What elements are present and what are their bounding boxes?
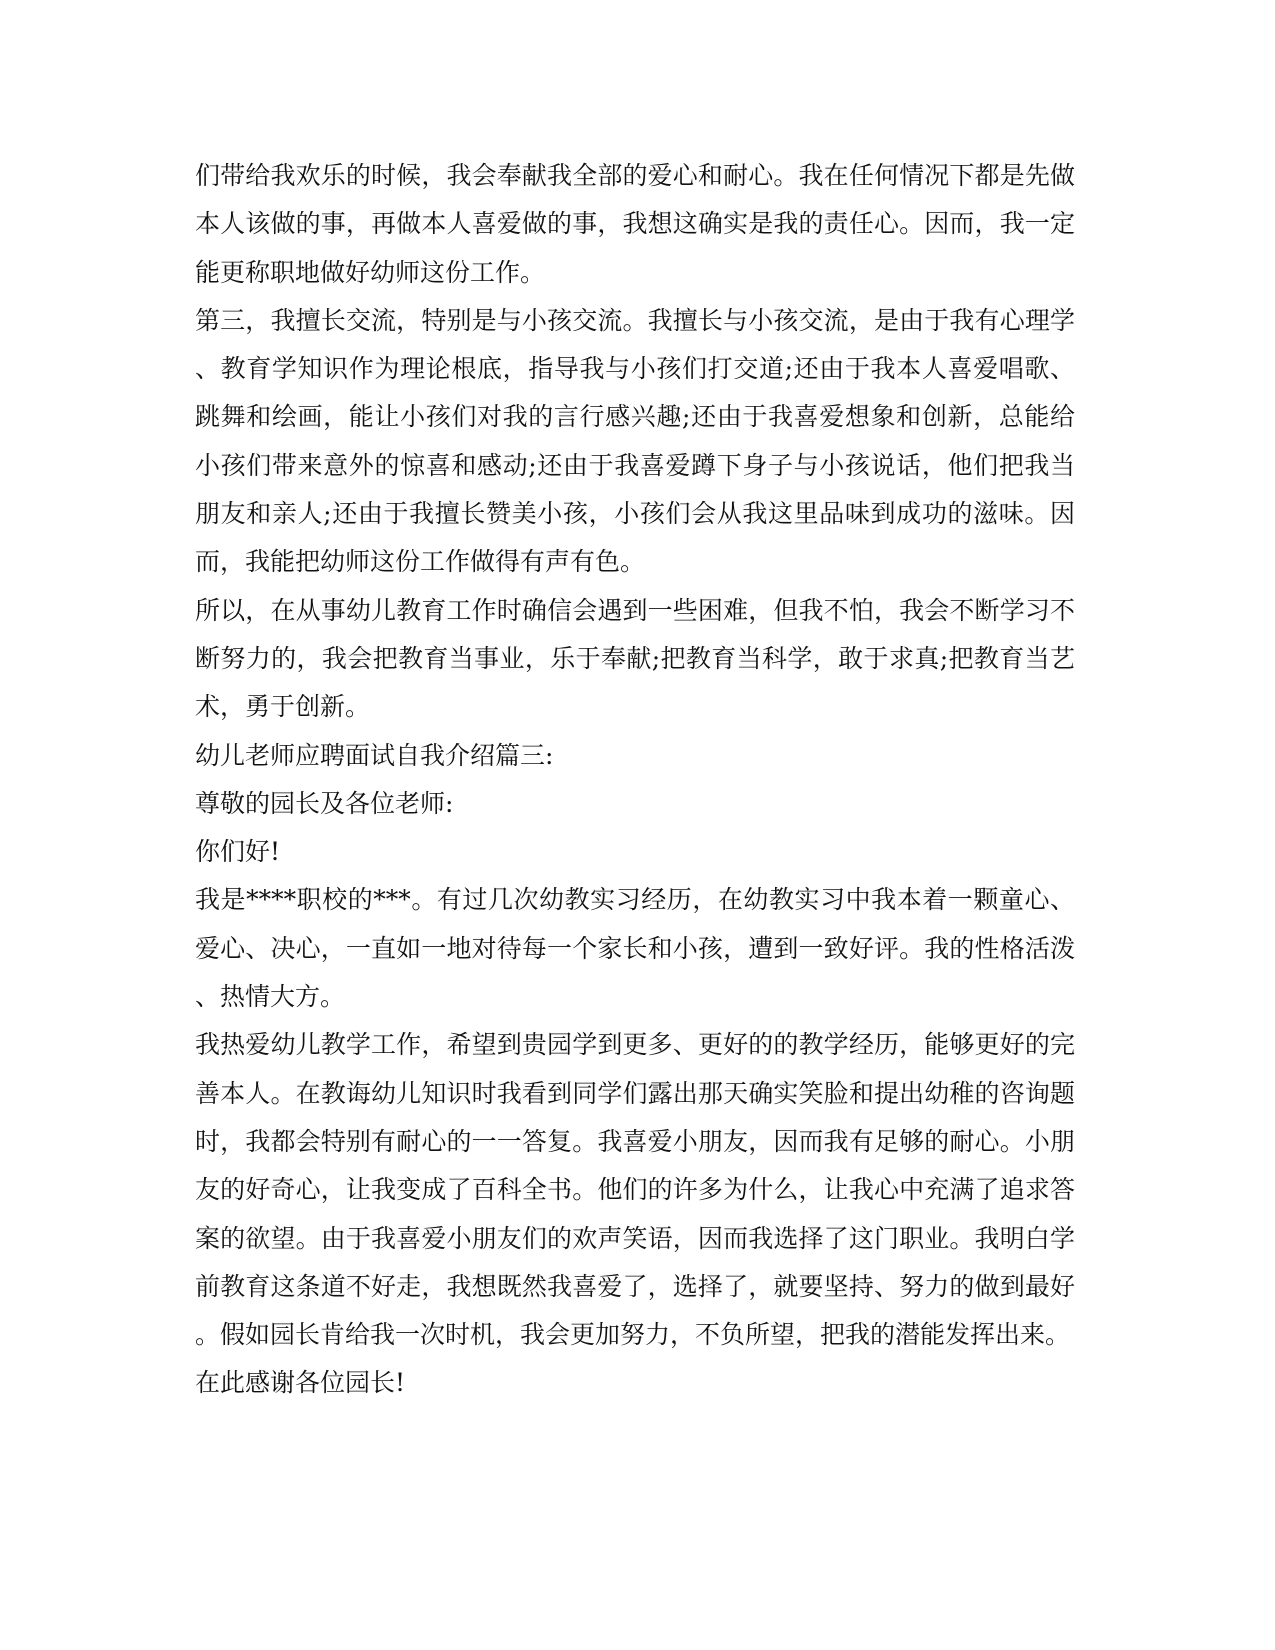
paragraph [195,152,1075,297]
text-line: 们带给我欢乐的时候，我会奉献我全部的爱心和耐心。我在任何情况下都是先做 [195,161,1075,190]
text-line: 前教育这条道不好走，我想既然我喜爱了，选择了，就要坚持、努力的做到最好 [195,1271,1075,1301]
text-line: 术，勇于创新。 [195,692,371,722]
text-line: 小孩们带来意外的惊喜和感动;还由于我喜爱蹲下身子与小孩说话，他们把我当 [195,450,1075,480]
text-line: 爱心、决心，一直如一地对待每一个家长和小孩，遭到一致好评。我的性格活泼 [195,933,1075,963]
text-line: 本人该做的事，再做本人喜爱做的事，我想这确实是我的责任心。因而，我一定 [195,209,1075,239]
text-line: 朋友和亲人;还由于我擅长赞美小孩，小孩们会从我这里品味到成功的滋味。因 [195,499,1075,529]
text-line: 在此感谢各位园长! [195,1368,406,1398]
document-body [195,152,1075,1408]
paragraph [195,297,1075,587]
text-line: 案的欲望。由于我喜爱小朋友们的欢声笑语，因而我选择了这门职业。我明白学 [195,1223,1075,1253]
text-line: 幼儿老师应聘面试自我介绍篇三: [195,740,554,770]
text-line: 我热爱幼儿教学工作，希望到贵园学到更多、更好的的教学经历，能够更好的完 [195,1030,1075,1060]
text-line: 所以，在从事幼儿教育工作时确信会遇到一些困难，但我不怕，我会不断学习不 [195,595,1075,625]
text-line: 、教育学知识作为理论根底，指导我与小孩们打交道;还由于我本人喜爱唱歌、 [195,354,1075,384]
text-line: 能更称职地做好幼师这份工作。 [195,257,546,287]
text-line: 。假如园长肯给我一次时机，我会更加努力，不负所望，把我的潜能发挥出来。 [195,1320,1071,1350]
text-line: 尊敬的园长及各位老师: [195,788,454,818]
text-line: 你们好! [195,837,281,867]
text-line: 跳舞和绘画，能让小孩们对我的言行感兴趣;还由于我喜爱想象和创新，总能给 [195,402,1075,432]
text-line: 第三，我擅长交流，特别是与小孩交流。我擅长与小孩交流，是由于我有心理学 [195,305,1075,335]
text-line: 、热情大方。 [195,982,346,1012]
text-line: 而，我能把幼师这份工作做得有声有色。 [195,547,646,577]
paragraph [195,587,1075,732]
paragraph [195,732,1075,780]
paragraph [195,1359,1075,1407]
text-line: 断努力的，我会把教育当事业，乐于奉献;把教育当科学，敢于求真;把教育当艺 [195,643,1075,673]
text-line: 我是****职校的***。有过几次幼教实习经历，在幼教实习中我本着一颗童心、 [195,885,1075,915]
text-line: 善本人。在教诲幼儿知识时我看到同学们露出那天确实笑脸和提出幼稚的咨询题 [195,1078,1075,1108]
paragraph [195,1021,1075,1359]
paragraph [195,780,1075,828]
text-line: 时，我都会特别有耐心的一一答复。我喜爱小朋友，因而我有足够的耐心。小朋 [195,1126,1075,1156]
text-line: 友的好奇心，让我变成了百科全书。他们的许多为什么，让我心中充满了追求答 [195,1175,1075,1205]
paragraph [195,828,1075,876]
paragraph [195,876,1075,1021]
